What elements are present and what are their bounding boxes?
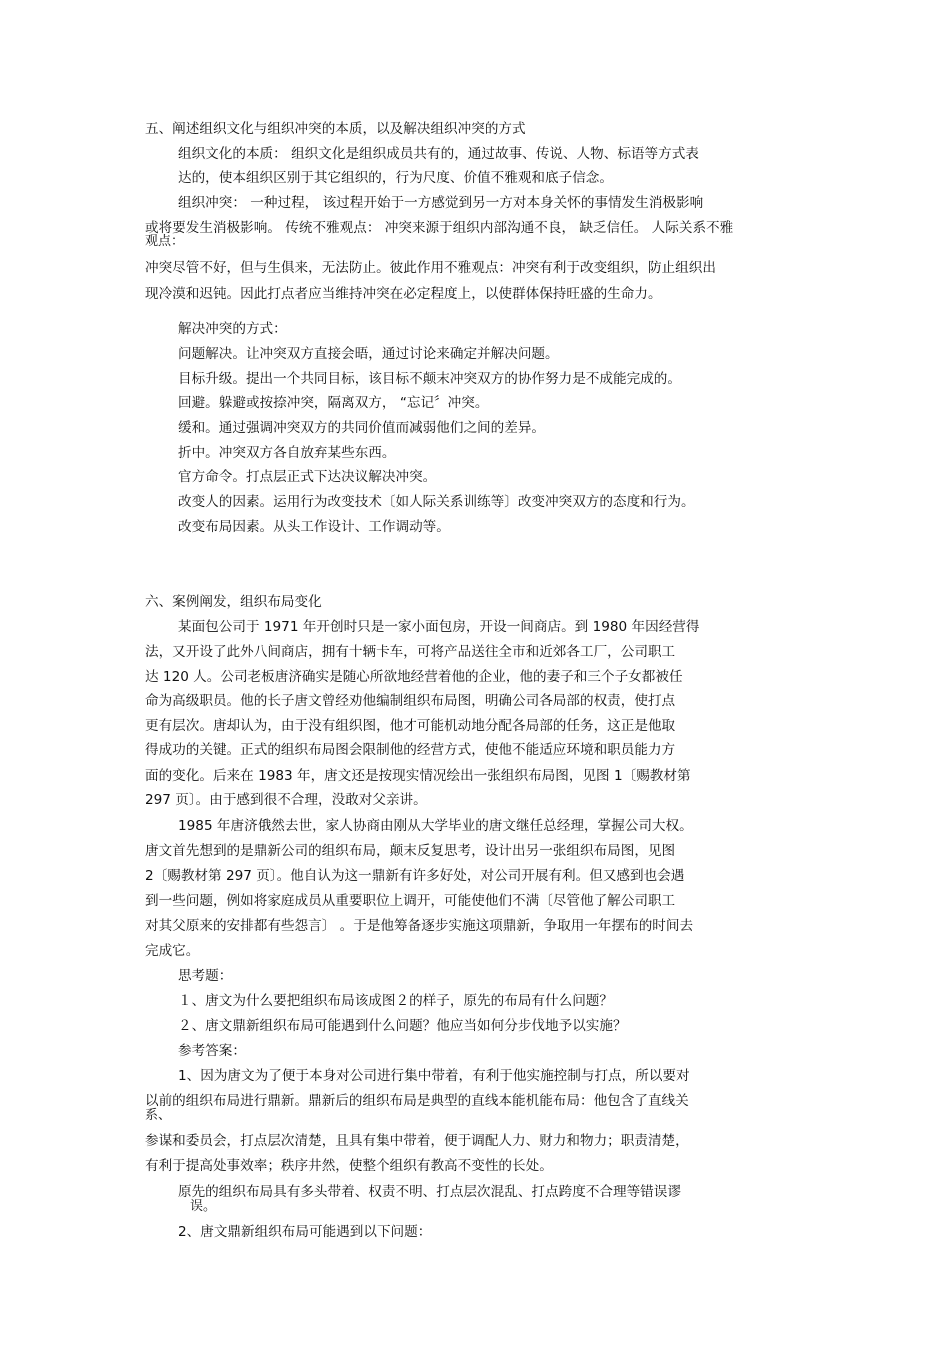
case-para1-line: 命为高级职员。他的长子唐文曾经劝他编制组织布局图，明确公司各局部的权责，使打点	[145, 693, 676, 709]
questions-title: 思考题：	[178, 968, 233, 984]
way-item: 改变布局因素。从头工作设计、工作调动等。	[178, 519, 450, 535]
ways-title: 解决冲突的方式：	[178, 321, 287, 337]
conflict-line-4: 现冷漠和迟钝。因此打点者应当维持冲突在必定程度上，以使群体保持旺盛的生命力。	[145, 286, 662, 302]
case-para1-line: 某面包公司于 1971 年开创时只是一家小面包房，开设一间商店。到 1980 年因经营得	[178, 619, 700, 635]
section5-heading: 五、阐述组织文化与组织冲突的本质，以及解决组织冲突的方式	[145, 121, 526, 137]
answers-title: 参考答案：	[178, 1043, 246, 1059]
way-item: 改变人的因素。运用行为改变技术〔如人际关系训练等〕改变冲突双方的态度和行为。	[178, 494, 695, 510]
case-para1-line: 面的变化。后来在 1983 年，唐文还是按现实情况绘出一张组织布局图，见图 1〔赐教材第	[145, 768, 691, 784]
way-item: 折中。冲突双方各自放弃某些东西。	[178, 445, 396, 461]
answer-2: 2、唐文鼎新组织布局可能遇到以下问题：	[178, 1224, 432, 1240]
way-item: 官方命令。打点层正式下达决议解决冲突。	[178, 469, 437, 485]
answer1-line: 系、	[145, 1108, 172, 1123]
conflict-line-3: 冲突尽管不好，但与生俱来，无法防止。彼此作用不雅观点：冲突有利于改变组织，防止组织出	[145, 260, 716, 276]
case-para1-line: 法，又开设了此外八间商店，拥有十辆卡车，可将产品送往全市和近郊各工厂，公司职工	[145, 644, 676, 660]
case-para2-line: 对其父原来的安排都有些怨言〕 。于是他筹备逐步实施这项鼎新，争取用一年摆布的时间去	[145, 918, 694, 934]
case-para1-line: 297 页〕。由于感到很不合理，没敢对父亲讲。	[145, 792, 427, 808]
way-item: 问题解决。让冲突双方直接会晤，通过讨论来确定并解决问题。	[178, 346, 559, 362]
question-1: １、唐文为什么要把组织布局该成图２的样子，原先的布局有什么问题？	[178, 993, 613, 1009]
culture-line-1: 组织文化的本质： 组织文化是组织成员共有的，通过故事、传说、人物、标语等方式表	[178, 146, 699, 162]
case-para2-line: 2〔赐教材第 297 页〕。他自认为这一鼎新有许多好处，对公司开展有利。但又感到也会遇	[145, 868, 685, 884]
way-item: 目标升级。提出一个共同目标，该目标不颠末冲突双方的协作努力是不成能完成的。	[178, 371, 681, 387]
conflict-line-2: 或将要发生消极影响。 传统不雅观点： 冲突来源于组织内部沟通不良， 缺乏信任。 人际关系不雅	[145, 220, 734, 236]
conflict-line-1: 组织冲突： 一种过程， 该过程开始于一方感觉到另一方对本身关怀的事情发生消极影响	[178, 195, 704, 211]
case-para1-line: 达 120 人。公司老板唐济确实是随心所欲地经营着他的企业，他的妻子和三个子女都被任	[145, 669, 683, 685]
answer1-line: 有利于提高处事效率；秩序井然，使整个组织有教高不变性的长处。	[145, 1158, 553, 1174]
way-item: 缓和。通过强调冲突双方的共同价值而减弱他们之间的差异。	[178, 420, 546, 436]
conflict-line-2b: 观点：	[145, 234, 185, 249]
answer1-line: 参谋和委员会，打点层次清楚，且具有集中带着，便于调配人力、财力和物力；职责清楚，	[145, 1133, 689, 1149]
culture-line-2: 达的，使本组织区别于其它组织的，行为尺度、价值不雅观和底子信念。	[178, 170, 613, 186]
answer1-line: 1、因为唐文为了便于本身对公司进行集中带着，有利于他实施控制与打点，所以要对	[178, 1068, 690, 1084]
case-para2-line: 1985 年唐济俄然去世，家人协商由刚从大学毕业的唐文继任总经理，掌握公司大权。	[178, 818, 693, 834]
question-2: ２、唐文鼎新组织布局可能遇到什么问题？他应当如何分步伐地予以实施？	[178, 1018, 627, 1034]
way-item: 回避。躲避或按捺冲突，隔离双方， “忘记〞冲突。	[178, 395, 489, 411]
case-para1-line: 得成功的关键。正式的组织布局图会限制他的经营方式，使他不能适应环境和职员能力方	[145, 742, 676, 758]
answer1-line: 以前的组织布局进行鼎新。鼎新后的组织布局是典型的直线本能机能布局：他包含了直线关	[145, 1093, 689, 1109]
case-para2-line: 完成它。	[145, 943, 200, 959]
section6-heading: 六、案例阐发，组织布局变化	[145, 594, 322, 610]
answer1b-line: 误。	[190, 1199, 217, 1214]
answer1b-line: 原先的组织布局具有多头带着、权责不明、打点层次混乱、打点跨度不合理等错误谬	[178, 1184, 681, 1200]
case-para1-line: 更有层次。唐却认为，由于没有组织图，他才可能机动地分配各局部的任务，这正是他取	[145, 718, 676, 734]
case-para2-line: 唐文首先想到的是鼎新公司的组织布局，颠末反复思考，设计出另一张组织布局图，见图	[145, 843, 676, 859]
case-para2-line: 到一些问题，例如将家庭成员从重要职位上调开，可能使他们不满〔尽管他了解公司职工	[145, 893, 676, 909]
